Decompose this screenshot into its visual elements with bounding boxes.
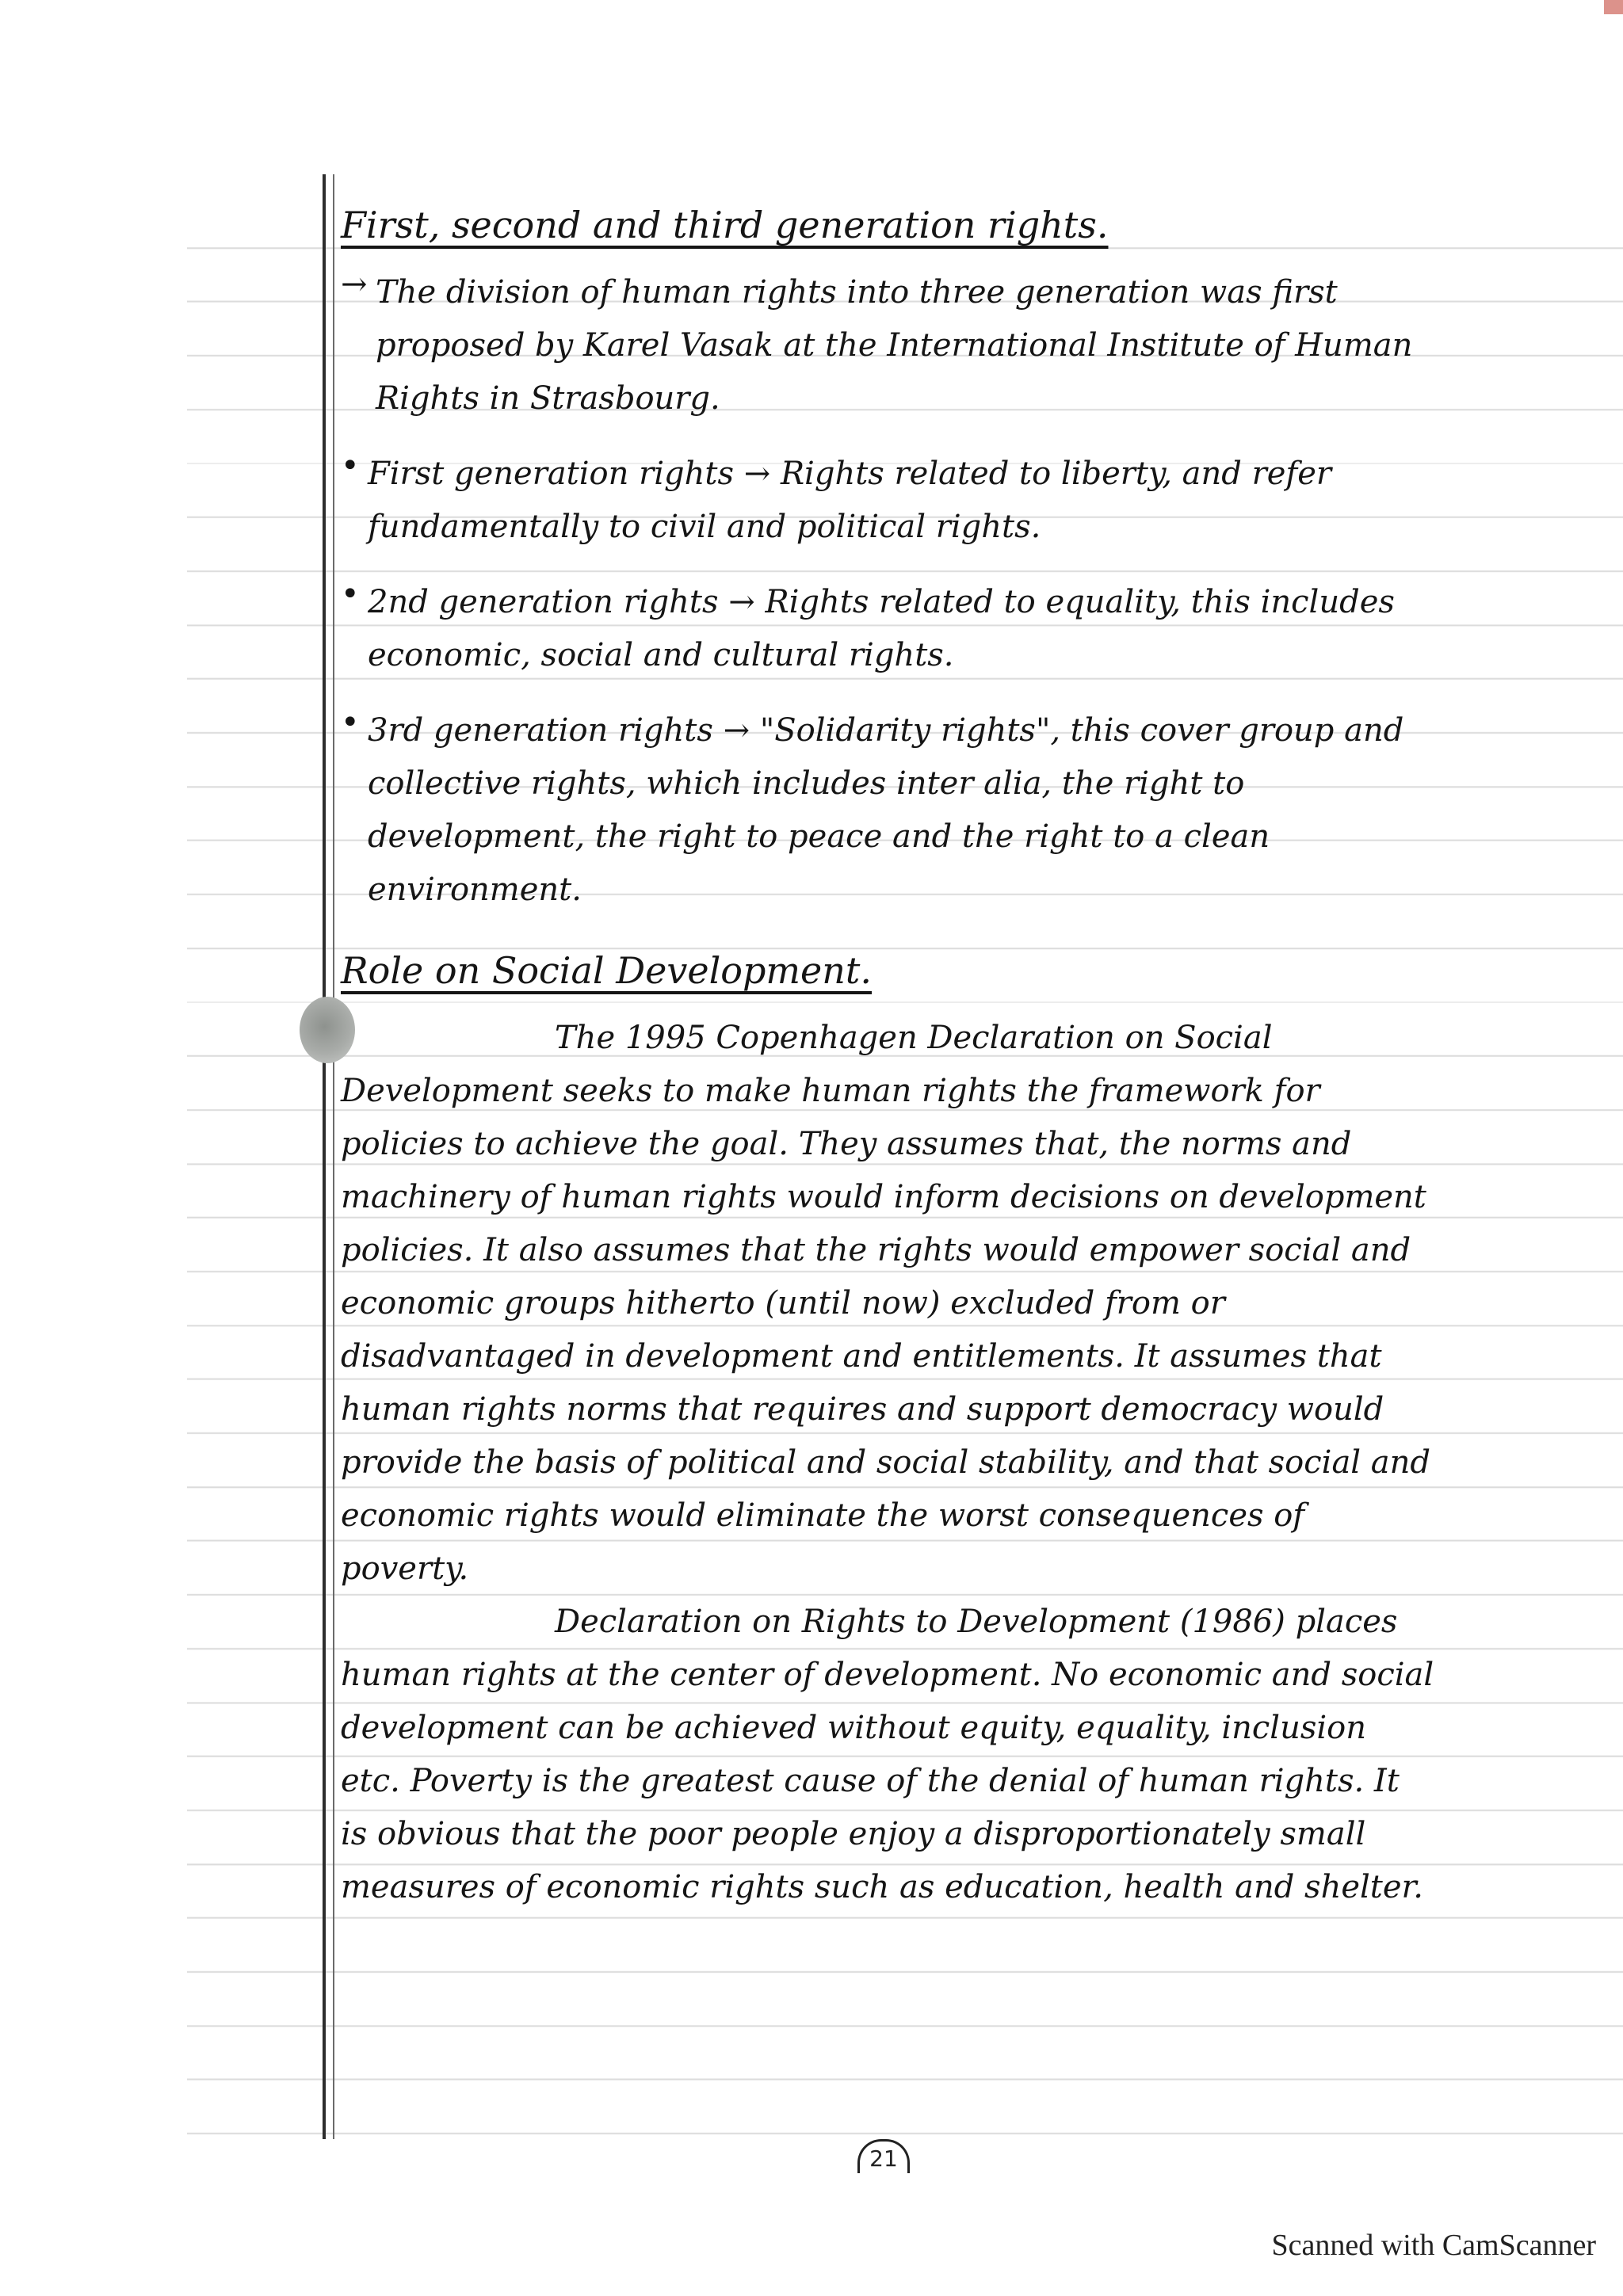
arrow-icon: → [733, 456, 781, 492]
scanner-watermark: Scanned with CamScanner [1271, 2229, 1596, 2262]
paragraph-right-to-development: Declaration on Rights to Development (1986) places human rights at the center of development. No economic and social development can be achieved without equity, equality, inclusion etc. Poverty is the greatest cause of the denial of human rights. It is obvious that the poor people enjoy a disproportionately small measures of economic rights such as education, health and shelter. [341, 1604, 1434, 1905]
bullet-item [341, 576, 1434, 682]
bullet-item [341, 704, 1434, 917]
section-heading-social-development: Role on Social Development. [341, 949, 873, 992]
corner-mark [1604, 0, 1623, 14]
bullet-text: "Solidarity rights", this cover group and collective rights, which includes inter alia, the right to development, the right to peace and the right to a clean environment. [368, 712, 1404, 908]
bullet-text: Rights related to liberty, and refer fundamentally to civil and political rights. [368, 456, 1331, 545]
intro-row [341, 266, 1434, 425]
bullet-label: 2nd generation rights [368, 584, 719, 620]
arrow-icon: → [341, 266, 368, 303]
bullet-icon: • [341, 448, 360, 484]
bullet-text: Rights related to equality, this includes economic, social and cultural rights. [368, 584, 1395, 673]
bullet-label: 3rd generation rights [368, 712, 713, 749]
bullet-label: First generation rights [368, 456, 734, 492]
paragraph-copenhagen: The 1995 Copenhagen Declaration on Social Development seeks to make human rights the framework for policies to achieve the goal. They assumes that, the norms and machinery of human rights would inform decisions on development policies. It also assumes that the rights would empower social and economic groups hitherto (until now) excluded from or disadvantaged in development and entitlements. It assumes that human rights norms that requires and support democracy would provide the basis of political and social stability, and that social and economic rights would eliminate the worst consequences of poverty. [341, 1020, 1431, 1587]
arrow-icon: → [712, 712, 760, 749]
arrow-icon: → [718, 584, 766, 620]
bullet-icon: • [341, 704, 360, 741]
intro-text: The division of human rights into three generation was first proposed by Karel Vasak at the International Institute of Human Rights in Strasbourg. [376, 274, 1413, 417]
bullet-icon: • [341, 576, 360, 612]
margin-line [323, 174, 326, 2139]
page-number: 21 [857, 2139, 910, 2173]
section-heading-generations: First, second and third generation rights. [341, 204, 1109, 246]
notes-content [341, 198, 1434, 1914]
margin-line-secondary [333, 174, 334, 2139]
bullet-item [341, 448, 1434, 554]
section-spacer [341, 917, 1434, 944]
